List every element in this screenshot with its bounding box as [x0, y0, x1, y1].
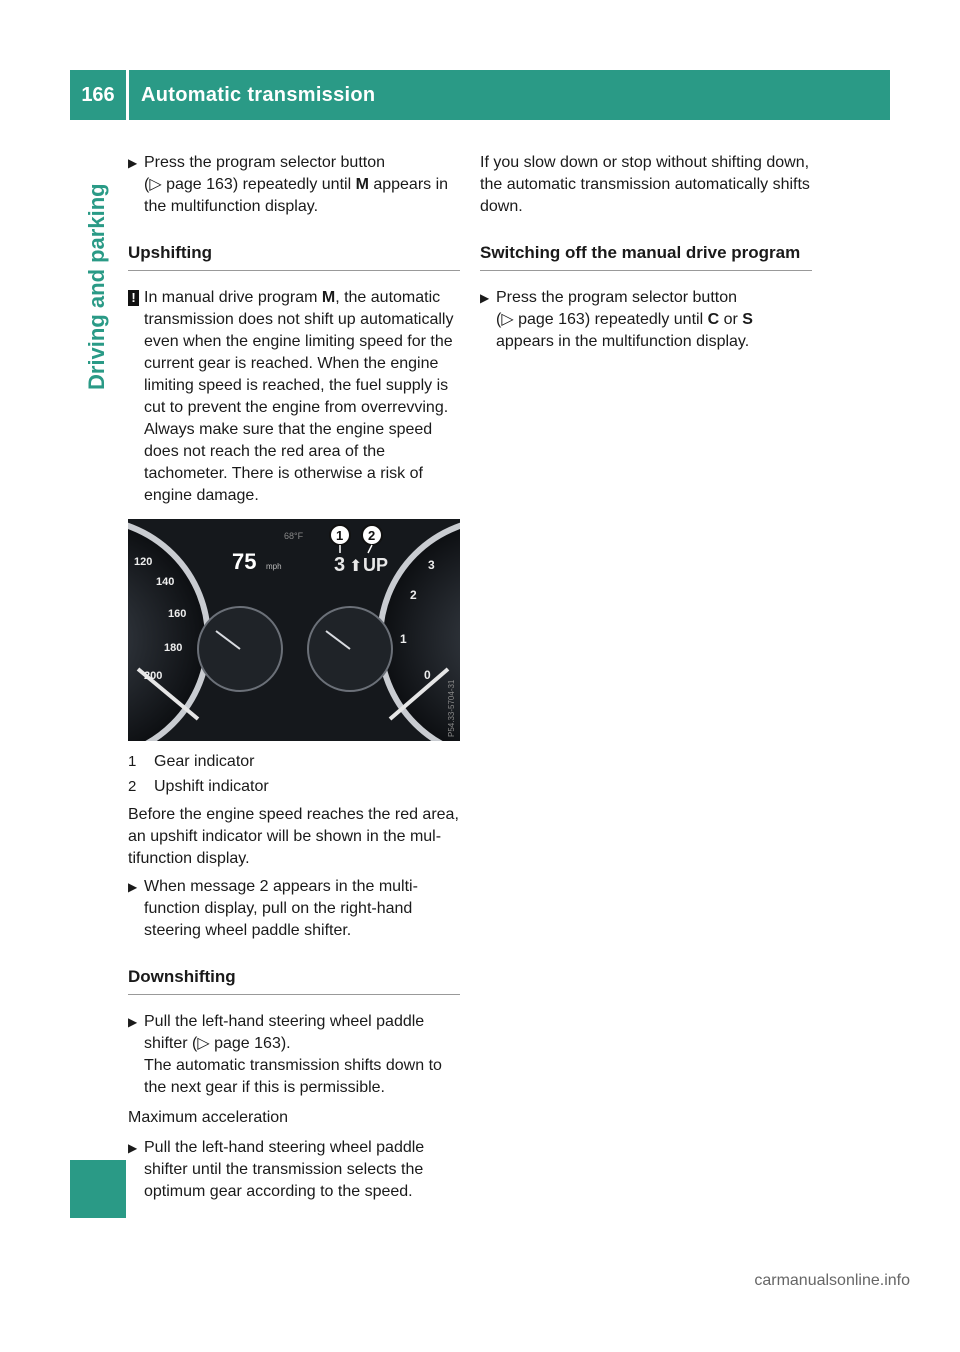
gauge-right-3: 3 — [428, 558, 435, 572]
heading-switch-off: Switching off the manual drive program — [480, 242, 812, 271]
left-column — [128, 152, 460, 1203]
gauge-right-1: 1 — [400, 632, 407, 646]
paragraph-upshift-info: Before the engine speed reaches the red area, an upshift indicator will be shown in the multifunction display. — [128, 806, 459, 867]
gear-readout: 3 — [334, 554, 346, 576]
callout-2: 2 — [368, 528, 376, 543]
instrument-cluster-figure — [128, 519, 460, 741]
figure-code: P54.33-5704-31 — [447, 679, 456, 737]
step-arrow-icon: ▶ — [128, 1015, 138, 1029]
step-select-program: ▶ Press the program selector button (▷ page 163) repeatedly until M appears in the multifunction display. — [128, 154, 449, 215]
step-arrow-icon: ▶ — [128, 156, 138, 170]
step-upshift: ▶ When message 2 appears in the multifunction display, pull on the right-hand steering wheel paddle shifter. — [128, 878, 418, 939]
speed-unit: mph — [266, 562, 282, 571]
callout-icon: 2 — [128, 778, 137, 795]
gauge-left-140: 140 — [156, 576, 175, 588]
temperature-readout: 68°F — [284, 531, 304, 541]
callout-icon: 2 — [259, 878, 269, 895]
watermark: carmanualsonline.info — [754, 1272, 910, 1289]
gauge-left-200: 200 — [144, 670, 163, 682]
legend-item-gear: 1 Gear indicator — [128, 751, 460, 773]
page-number: 166 — [81, 83, 115, 106]
step-arrow-icon: ▶ — [480, 291, 490, 305]
step-arrow-icon: ▶ — [128, 1141, 138, 1155]
page-title: Automatic transmission — [141, 83, 376, 106]
gauge-right-0: 0 — [424, 668, 431, 682]
side-tab-block — [70, 1160, 126, 1218]
paragraph-slow-down: If you slow down or stop without shifting down, the automatic transmission automatically shifts down. — [480, 154, 810, 215]
step-downshift: ▶ Pull the left-hand steering wheel paddle shifter (▷ page 163). The automatic transmission shifts down to the next gear if this is permissible. — [128, 1013, 442, 1096]
upshift-readout: UP — [363, 555, 389, 575]
callout-icon: 1 — [128, 753, 137, 770]
callout-1: 1 — [336, 528, 344, 543]
heading-downshifting: Downshifting — [128, 966, 460, 995]
label-max-acceleration: Maximum acceleration — [128, 1109, 289, 1126]
page-ref-icon: (▷ — [496, 311, 514, 328]
side-tab-label: Driving and parking — [84, 183, 109, 390]
page-ref-icon: (▷ — [144, 176, 162, 193]
warning-note: ! In manual drive program M, the automatic transmission does not shift up automatically even when the engine limiting speed for the current gear is reached. When the engine limiting speed is reached, the fuel supply is cut to prevent the engine from overrevving. Always make sure that the engine speed does not reach the red area of the tachometer. There is otherwise a risk of engine damage. — [128, 287, 460, 507]
heading-upshifting: Upshifting — [128, 242, 460, 271]
legend-item-upshift: 2 Upshift indicator — [128, 776, 460, 798]
upshift-arrow-icon: ⬆ — [349, 556, 363, 575]
gauge-right-2: 2 — [410, 588, 417, 602]
gauge-left-160: 160 — [168, 608, 187, 620]
step-arrow-icon: ▶ — [128, 880, 138, 894]
gauge-left-180: 180 — [164, 642, 183, 654]
page-ref-icon: (▷ — [192, 1035, 210, 1052]
step-switch-off: ▶ Press the program selector button (▷ page 163) repeatedly until C or S appears in the multifunction display. — [480, 289, 753, 350]
speed-readout: 75 — [232, 549, 257, 574]
right-column — [480, 152, 812, 353]
step-max-acceleration: ▶ Pull the left-hand steering wheel paddle shifter until the transmission selects the optimum gear according to the speed. — [128, 1139, 425, 1200]
header-divider — [126, 70, 129, 120]
gauge-left-120: 120 — [134, 556, 153, 568]
warning-icon: ! — [128, 290, 139, 306]
